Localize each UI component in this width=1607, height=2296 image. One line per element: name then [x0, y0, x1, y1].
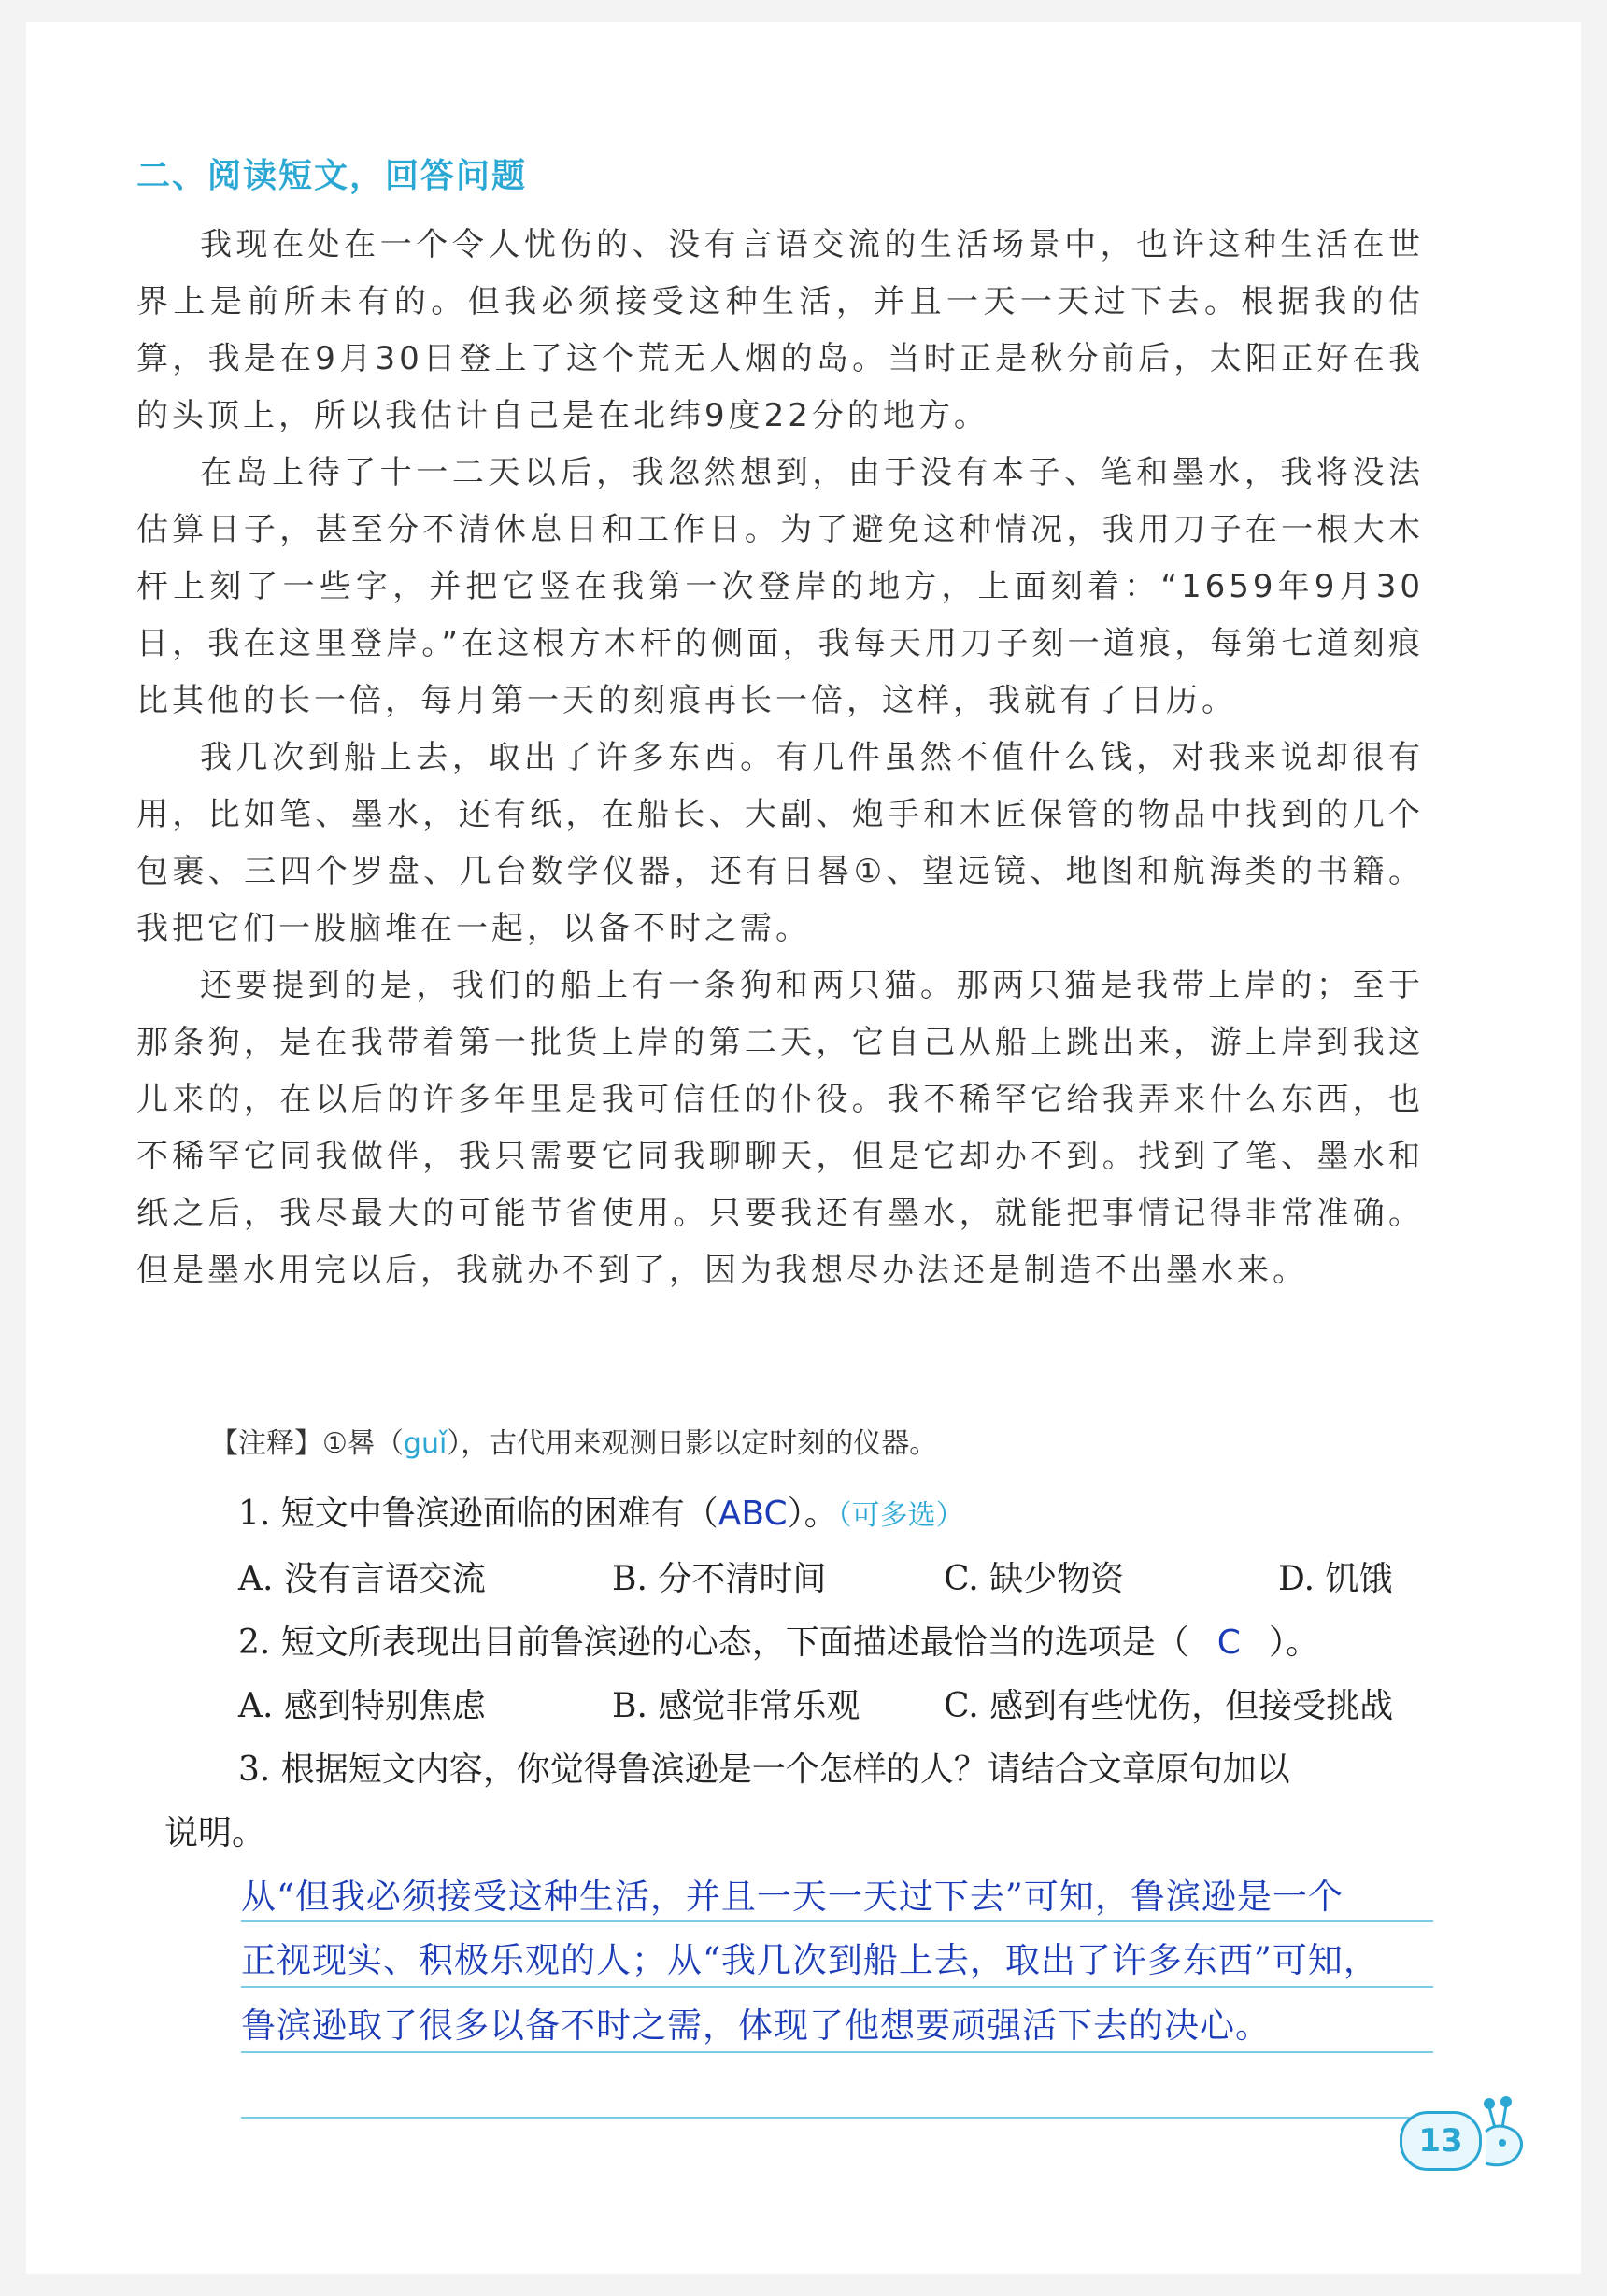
- question-3-line-1: 3. 根据短文内容，你觉得鲁滨逊是一个怎样的人？请结合文章原句加以: [238, 1750, 1290, 1789]
- question-2-answer: C: [1216, 1623, 1241, 1662]
- question-1-option-a: A. 没有言语交流: [238, 1560, 486, 1598]
- question-1: [238, 1487, 964, 1535]
- answer-line-2-text: 正视现实、积极乐观的人；从“我几次到船上去，取出了许多东西”可知，: [241, 1940, 1379, 1980]
- section-title: 二、阅读短文，回答问题: [136, 157, 528, 195]
- note-suffix: ），古代用来观测日影以定时刻的仪器。: [447, 1427, 938, 1460]
- passage-paragraph-3: 我几次到船上去，取出了许多东西。有几件虽然不值什么钱，对我来说却很有用，比如笔、墨水，还有纸，在船长、大副、炮手和木匠保管的物品中找到的几个包裹、三四个罗盘、几台数学仪器，还有日晷①、望远镜、地图和航海类的书籍。我把它们一股脑堆在一起，以备不时之需。: [136, 739, 1424, 947]
- answer-rule-2: [241, 1986, 1433, 1988]
- question-1-text: 1. 短文中鲁滨逊面临的困难有（: [238, 1495, 718, 1533]
- question-1-answer: ABC: [718, 1495, 788, 1533]
- question-2-option-a: A. 感到特别焦虑: [238, 1687, 486, 1725]
- question-1-hint: （可多选）: [837, 1499, 964, 1532]
- note-prefix: 【注释】①晷（: [210, 1427, 404, 1460]
- passage-paragraph-1: 我现在处在一个令人忧伤的、没有言语交流的生活场景中，也许这种生活在世界上是前所未有的。但我必须接受这种生活，并且一天一天过下去。根据我的估算，我是在9月30日登上了这个荒无人烟的岛。当时正是秋分前后，太阳正好在我的头顶上，所以我估计自己是在北纬9度22分的地方。: [136, 226, 1424, 434]
- question-2-text: 2. 短文所表现出目前鲁滨逊的心态，下面描述最恰当的选项是（: [238, 1623, 1189, 1662]
- answer-rule-1: [241, 1920, 1433, 1922]
- passage-paragraph-2: 在岛上待了十一二天以后，我忽然想到，由于没有本子、笔和墨水，我将没法估算日子，甚至分不清休息日和工作日。为了避免这种情况，我用刀子在一根大木杆上刻了一些字，并把它竖在我第一次登岸的地方，上面刻着：“1659年9月30日，我在这里登岸。”在这根方木杆的侧面，我每天用刀子刻一道痕，每第七道刻痕比其他的长一倍，每月第一天的刻痕再长一倍，这样，我就有了日历。: [136, 454, 1424, 719]
- question-2-close: ）。: [1268, 1623, 1319, 1662]
- note-pinyin: guǐ: [403, 1427, 448, 1460]
- page-number: 13: [1400, 2111, 1482, 2171]
- answer-line-1-text: 从“但我必须接受这种生活，并且一天一天过下去”可知，鲁滨逊是一个: [241, 1877, 1344, 1917]
- question-1-option-d: D. 饥饿: [1278, 1560, 1393, 1598]
- answer-line-3-text: 鲁滨逊取了很多以备不时之需，体现了他想要顽强活下去的决心。: [241, 2005, 1271, 2046]
- question-1-option-b: B. 分不清时间: [612, 1560, 827, 1598]
- question-1-close: ）。: [787, 1495, 838, 1533]
- answer-rule-3: [241, 2051, 1433, 2053]
- question-2-option-b: B. 感觉非常乐观: [612, 1687, 860, 1725]
- question-3-line-2: 说明。: [164, 1814, 266, 1852]
- answer-rule-4: [241, 2117, 1433, 2119]
- question-2: [238, 1616, 1319, 1664]
- passage-paragraph-4: 还要提到的是，我们的船上有一条狗和两只猫。那两只猫是我带上岸的；至于那条狗，是在我带着第一批货上岸的第二天，它自己从船上跳出来，游上岸到我这儿来的，在以后的许多年里是我可信任的仆役。我不稀罕它给我弄来什么东西，也不稀罕它同我做伴，我只需要它同我聊聊天，但是它却办不到。找到了笔、墨水和纸之后，我尽最大的可能节省使用。只要我还有墨水，就能把事情记得非常准确。但是墨水用完以后，我就办不到了，因为我想尽办法还是制造不出墨水来。: [136, 967, 1424, 1289]
- snail-mascot-icon: [1458, 2094, 1532, 2173]
- reading-passage: [136, 217, 1424, 1299]
- annotation-note: [210, 1420, 937, 1461]
- question-2-option-c: C. 感到有些忧伤，但接受挑战: [944, 1687, 1394, 1725]
- question-1-option-c: C. 缺少物资: [944, 1560, 1125, 1598]
